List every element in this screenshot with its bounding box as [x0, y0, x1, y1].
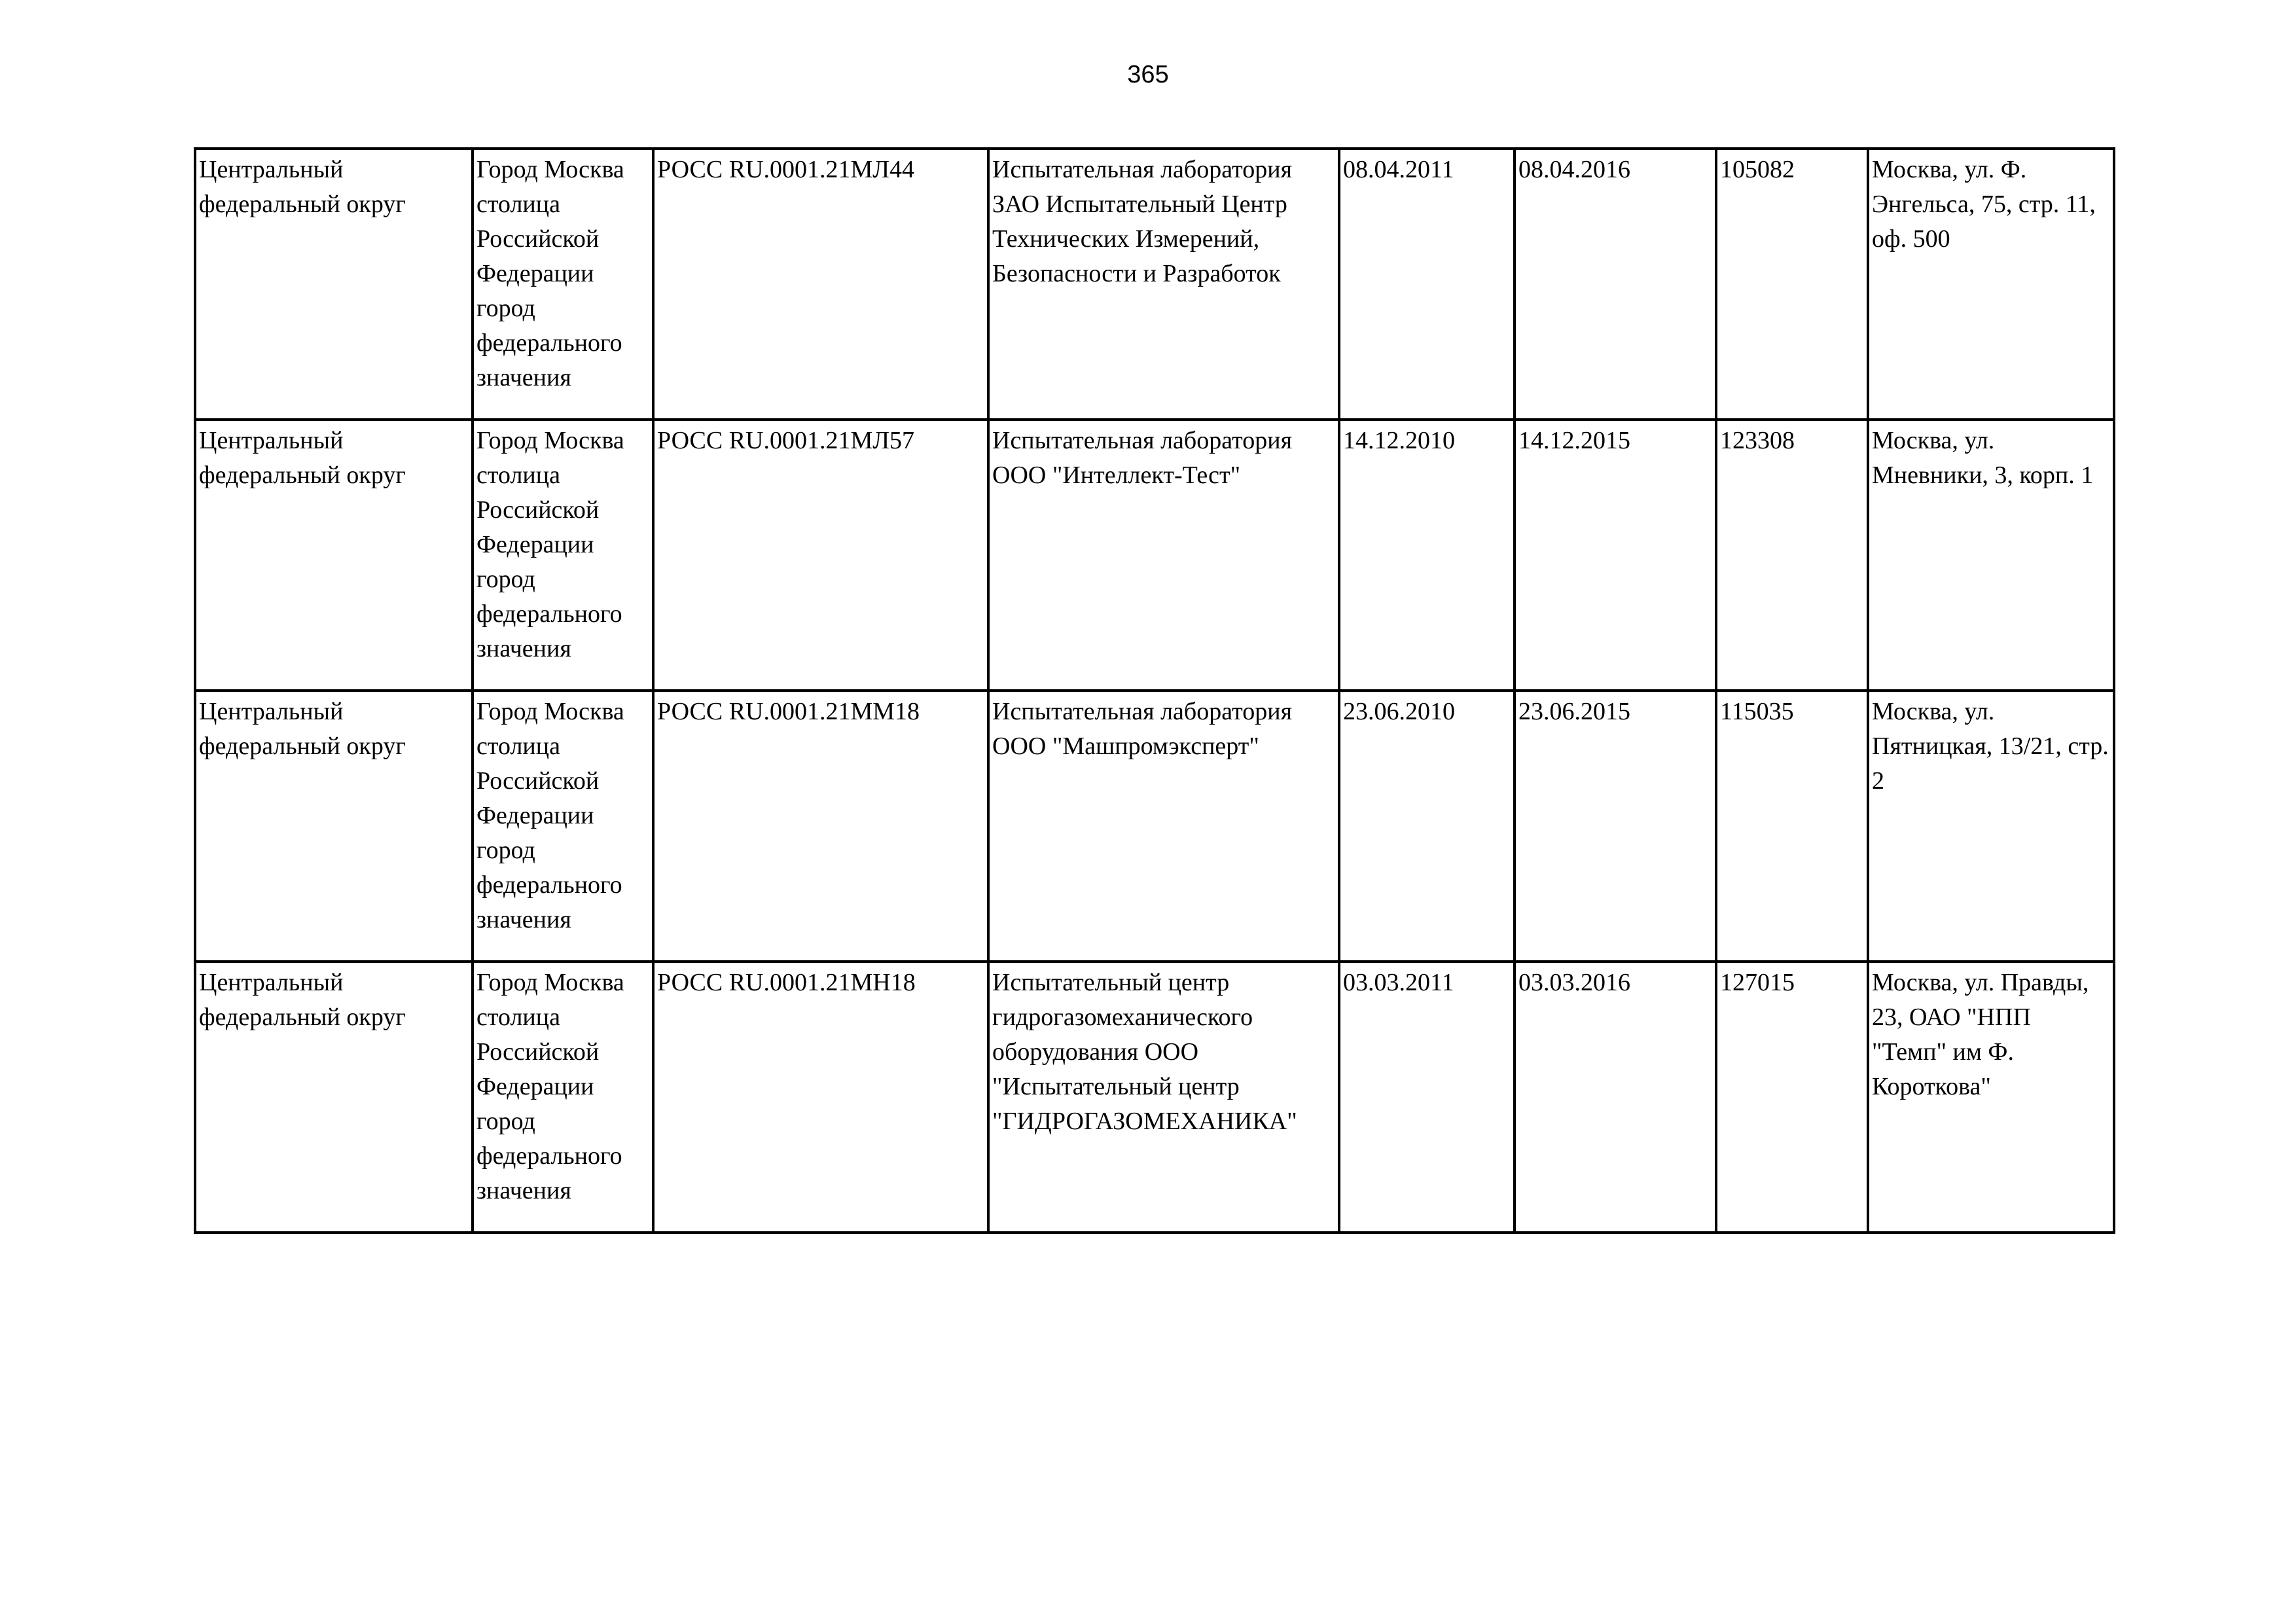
- address-text: Москва, ул. Правды, 23, ОАО "НПП "Темп" им Ф. Короткова": [1872, 969, 2089, 1100]
- date-valid-until-cell: [1515, 962, 1716, 1233]
- page-number: 365: [1127, 61, 1169, 88]
- date-valid-until-text: 14.12.2015: [1518, 427, 1630, 454]
- accreditation-number-cell: [653, 962, 988, 1233]
- date-valid-until-cell: [1515, 420, 1716, 691]
- region-text: Город Москва столица Российской Федерации город федерального значения: [476, 698, 624, 933]
- region-cell: [473, 149, 653, 420]
- date-issued-text: 08.04.2011: [1343, 156, 1454, 183]
- registry-table-body: [195, 149, 2114, 1233]
- postal-code-text: 105082: [1720, 156, 1795, 183]
- date-issued-text: 14.12.2010: [1343, 427, 1455, 454]
- address-text: Москва, ул. Мневники, 3, корп. 1: [1872, 427, 2094, 489]
- postal-code-text: 127015: [1720, 969, 1795, 996]
- organization-text: Испытательная лаборатория ЗАО Испытательный Центр Технических Измерений, Безопасности и Разработок: [992, 156, 1293, 287]
- date-valid-until-cell: [1515, 691, 1716, 962]
- postal-code-cell: [1716, 149, 1868, 420]
- accreditation-number-cell: [653, 149, 988, 420]
- organization-cell: [988, 962, 1339, 1233]
- table-row: [195, 420, 2114, 691]
- address-text: Москва, ул. Ф. Энгельса, 75, стр. 11, оф. 500: [1872, 156, 2096, 253]
- district-cell: [195, 962, 473, 1233]
- accreditation-number-text: РОСС RU.0001.21ММ18: [657, 698, 920, 725]
- table-row: [195, 691, 2114, 962]
- accreditation-number-cell: [653, 691, 988, 962]
- district-text: Центральный федеральный округ: [199, 156, 406, 218]
- address-cell: [1868, 691, 2114, 962]
- district-cell: [195, 149, 473, 420]
- date-issued-cell: [1339, 962, 1515, 1233]
- date-issued-cell: [1339, 691, 1515, 962]
- region-text: Город Москва столица Российской Федерации город федерального значения: [476, 427, 624, 662]
- table-row: [195, 962, 2114, 1233]
- postal-code-cell: [1716, 691, 1868, 962]
- date-issued-cell: [1339, 420, 1515, 691]
- address-cell: [1868, 149, 2114, 420]
- accreditation-number-text: РОСС RU.0001.21МЛ44: [657, 156, 915, 183]
- organization-cell: [988, 149, 1339, 420]
- region-text: Город Москва столица Российской Федерации город федерального значения: [476, 156, 624, 391]
- organization-text: Испытательная лаборатория ООО "Машпромэксперт": [992, 698, 1293, 760]
- date-valid-until-text: 03.03.2016: [1518, 969, 1630, 996]
- organization-text: Испытательный центр гидрогазомеханического оборудования ООО "Испытательный центр "ГИДРОГАЗОМЕХАНИКА": [992, 969, 1297, 1135]
- date-valid-until-cell: [1515, 149, 1716, 420]
- address-cell: [1868, 962, 2114, 1233]
- postal-code-cell: [1716, 962, 1868, 1233]
- district-cell: [195, 420, 473, 691]
- region-cell: [473, 691, 653, 962]
- organization-cell: [988, 420, 1339, 691]
- district-text: Центральный федеральный округ: [199, 427, 406, 489]
- district-cell: [195, 691, 473, 962]
- region-cell: [473, 420, 653, 691]
- region-text: Город Москва столица Российской Федерации город федерального значения: [476, 969, 624, 1204]
- organization-cell: [988, 691, 1339, 962]
- postal-code-text: 123308: [1720, 427, 1795, 454]
- accreditation-number-text: РОСС RU.0001.21МЛ57: [657, 427, 915, 454]
- organization-text: Испытательная лаборатория ООО "Интеллект-Тест": [992, 427, 1293, 489]
- date-valid-until-text: 08.04.2016: [1518, 156, 1630, 183]
- district-text: Центральный федеральный округ: [199, 698, 406, 760]
- postal-code-text: 115035: [1720, 698, 1794, 725]
- accreditation-number-text: РОСС RU.0001.21МН18: [657, 969, 916, 996]
- region-cell: [473, 962, 653, 1233]
- table-row: [195, 149, 2114, 420]
- address-text: Москва, ул. Пятницкая, 13/21, стр. 2: [1872, 698, 2109, 795]
- postal-code-cell: [1716, 420, 1868, 691]
- date-issued-text: 23.06.2010: [1343, 698, 1455, 725]
- date-issued-text: 03.03.2011: [1343, 969, 1454, 996]
- registry-table: [194, 147, 2115, 1234]
- date-valid-until-text: 23.06.2015: [1518, 698, 1630, 725]
- address-cell: [1868, 420, 2114, 691]
- district-text: Центральный федеральный округ: [199, 969, 406, 1031]
- accreditation-number-cell: [653, 420, 988, 691]
- date-issued-cell: [1339, 149, 1515, 420]
